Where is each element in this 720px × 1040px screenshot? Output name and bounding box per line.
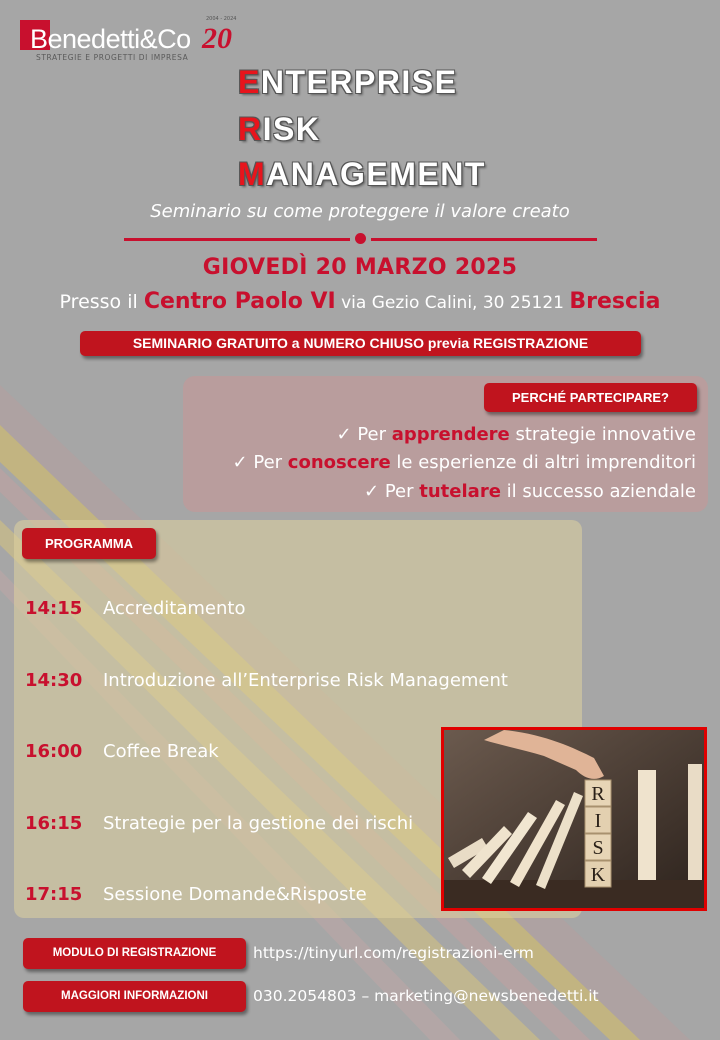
divider-dot — [355, 233, 366, 244]
program-time: 16:00 — [25, 741, 83, 762]
program-label: Accreditamento — [103, 598, 246, 619]
logo-anniversary-years: 2004 - 2024 — [206, 16, 237, 22]
event-venue: Presso il Centro Paolo VI via Gezio Calini, 30 25121 Brescia — [59, 289, 661, 314]
risk-letter: S — [592, 837, 604, 859]
program-time: 17:15 — [25, 884, 83, 905]
program-label: Sessione Domande&Risposte — [103, 884, 367, 905]
why-item: ✓ Per apprendere strategie innovative — [336, 424, 696, 445]
subtitle: Seminario su come proteggere il valore creato — [150, 201, 570, 222]
more-info-button[interactable]: MAGGIORI INFORMAZIONI — [23, 981, 246, 1012]
divider-right — [371, 238, 597, 241]
why-participate-badge: PERCHÉ PARTECIPARE? — [484, 383, 697, 412]
program-time: 14:30 — [25, 670, 83, 691]
program-row — [25, 813, 413, 834]
logo-tagline: STRATEGIE E PROGETTI DI IMPRESA — [36, 53, 189, 62]
title-line-enterprise: ENTERPRISE — [238, 64, 458, 100]
risk-letter: R — [591, 783, 605, 805]
registration-link[interactable]: https://tinyurl.com/registrazioni-erm — [253, 944, 534, 962]
contact-info: 030.2054803 – marketing@newsbenedetti.it — [253, 987, 599, 1005]
logo-anniversary-number: 20 — [202, 22, 232, 55]
program-time: 14:15 — [25, 598, 83, 619]
why-item: ✓ Per tutelare il successo aziendale — [364, 481, 696, 502]
divider-left — [124, 238, 350, 241]
why-item: ✓ Per conoscere le esperienze di altri imprenditori — [232, 452, 696, 473]
program-label: Strategie per la gestione dei rischi — [103, 813, 414, 834]
program-label: Introduzione all’Enterprise Risk Management — [103, 670, 508, 691]
registration-form-button[interactable]: MODULO DI REGISTRAZIONE — [23, 938, 246, 969]
program-row — [25, 598, 245, 619]
title-line-management: MANAGEMENT — [238, 156, 486, 192]
program-row — [25, 741, 219, 762]
risk-letter: I — [594, 810, 602, 832]
free-seminar-badge: SEMINARIO GRATUITO a NUMERO CHIUSO previa REGISTRAZIONE — [80, 331, 641, 356]
logo-name: Benedetti&Co — [30, 24, 191, 54]
risk-dominoes-photo — [441, 727, 707, 911]
program-row — [25, 670, 508, 691]
title-line-risk: RISK — [238, 111, 321, 147]
program-label: Coffee Break — [103, 741, 219, 762]
program-badge: PROGRAMMA — [22, 528, 156, 559]
brand-logo — [20, 14, 240, 62]
event-date: GIOVEDÌ 20 MARZO 2025 — [202, 255, 518, 280]
program-time: 16:15 — [25, 813, 83, 834]
risk-letter: K — [590, 864, 606, 886]
program-row — [25, 884, 367, 905]
